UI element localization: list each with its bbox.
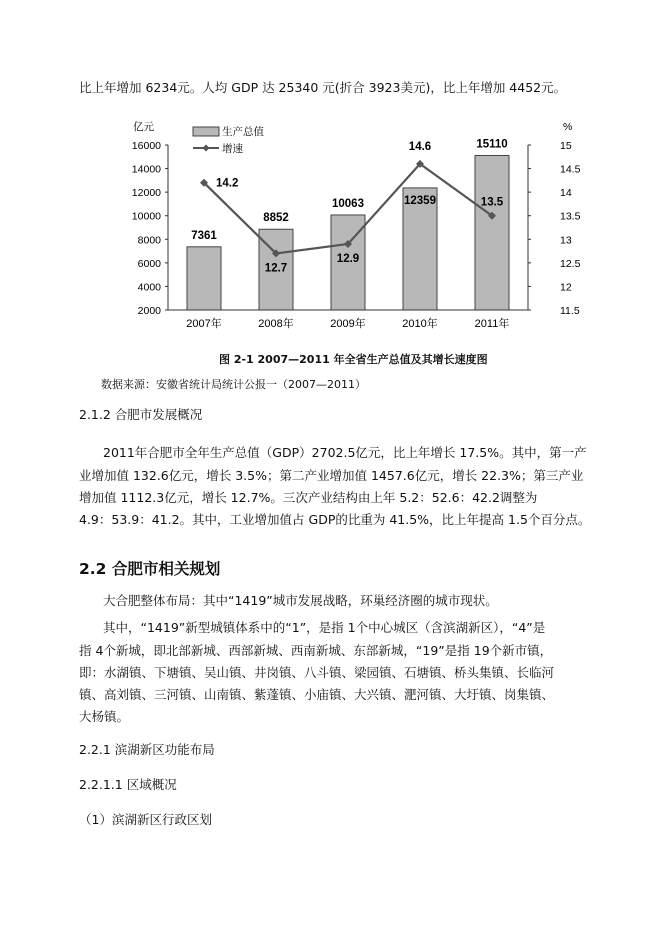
section-22-line-3: 指 4个新城，即北部新城、西部新城、西南新城、东部新城，“19”是指 19个新市镇， [79, 643, 553, 658]
section-212-line-1: 2011年合肥市全年生产总值（GDP）2702.5亿元，比上年增长 17.5%。其中，第一产 [103, 445, 587, 460]
bar-value-label: 8852 [263, 212, 289, 225]
right-unit-label: % [563, 121, 573, 133]
growth-value-label: 12.7 [264, 262, 288, 275]
bar-value-label: 7361 [191, 229, 217, 242]
left-tick-label: 2000 [137, 305, 161, 317]
bar-value-label: 12359 [404, 194, 436, 207]
x-tick-label: 2009年 [330, 318, 366, 330]
right-tick-label: 15 [560, 140, 572, 152]
section-212-heading: 2.1.2 合肥市发展概况 [79, 407, 203, 422]
left-unit-label: 亿元 [133, 121, 154, 133]
legend-bar-swatch [193, 127, 219, 136]
heading-item-1: （1）滨湖新区行政区划 [79, 812, 212, 827]
growth-value-label: 14.2 [216, 177, 239, 190]
section-212-line-4: 4.9：53.9：41.2。其中，工业增加值占 GDP的比重为 41.5%，比上年提高 1.5个百分点。 [79, 512, 591, 527]
heading-2211: 2.2.1.1 区域概况 [79, 777, 177, 792]
left-tick-label: 16000 [131, 140, 161, 152]
left-tick-label: 14000 [131, 163, 161, 176]
left-tick-label: 10000 [131, 210, 161, 223]
x-tick-label: 2011年 [474, 318, 510, 330]
bar-value-label: 15110 [476, 138, 508, 151]
growth-value-label: 12.9 [336, 253, 360, 265]
bar-gdp [475, 155, 509, 310]
heading-221: 2.2.1 滨湖新区功能布局 [79, 742, 215, 757]
bar-gdp [187, 247, 221, 310]
right-tick-label: 12.5 [560, 257, 581, 270]
right-tick-label: 11.5 [560, 305, 580, 317]
left-tick-label: 12000 [131, 187, 161, 200]
section-22-line-4: 即：水湖镇、下塘镇、吴山镇、井岗镇、八斗镇、梁园镇、石塘镇、桥头集镇、长临河 [79, 665, 555, 680]
gdp-growth-chart [0, 115, 662, 365]
intro-line: 比上年增加 6234元。人均 GDP 达 25340 元(折合 3923美元)，比上年增加 4452元。 [79, 80, 567, 95]
legend-line-label: 增速 [222, 143, 243, 155]
right-tick-label: 12 [560, 281, 572, 294]
figure-caption: 图 2-1 2007—2011 年全省生产总值及其增长速度图 [219, 353, 488, 366]
left-tick-label: 8000 [137, 234, 161, 247]
section-22-line-1: 大合肥整体布局：其中“1419”城市发展战略，环巢经济圈的城市现状。 [103, 593, 498, 608]
right-tick-label: 13 [560, 234, 572, 247]
right-tick-label: 14 [560, 187, 572, 200]
right-tick-label: 14.5 [560, 163, 581, 176]
section-22-line-6: 大杨镇。 [79, 709, 130, 724]
section-22-line-2: 其中，“1419”新型城镇体系中的“1”，是指 1个中心城区（含滨湖新区），“4”是 [103, 620, 546, 635]
growth-value-label: 13.5 [480, 196, 504, 209]
section-22-line-5: 镇、高刘镇、三河镇、山南镇、紫蓬镇、小庙镇、大兴镇、淝河镇、大圩镇、岗集镇、 [79, 687, 555, 702]
section-212-line-2: 业增加值 132.6亿元，增长 3.5%；第二产业增加值 1457.6亿元，增长 22.3%；第三产业 [79, 468, 584, 483]
data-source: 数据来源：安徽省统计局统计公报一（2007—2011） [101, 378, 366, 391]
x-tick-label: 2007年 [186, 318, 222, 330]
section-212-line-3: 增加值 1112.3亿元，增长 12.7%。三次产业结构由上年 5.2：52.6：42.2调整为 [79, 490, 538, 505]
x-tick-label: 2010年 [402, 318, 438, 330]
left-tick-label: 6000 [137, 257, 161, 270]
right-tick-label: 13.5 [560, 210, 581, 223]
left-tick-label: 4000 [137, 281, 161, 294]
x-tick-label: 2008年 [258, 318, 294, 330]
growth-value-label: 14.6 [408, 140, 432, 153]
legend-bar-label: 生产总值 [222, 126, 264, 138]
bar-value-label: 10063 [332, 197, 364, 210]
section-22-heading: 2.2 合肥市相关规划 [79, 560, 221, 578]
legend-line-marker [203, 145, 210, 152]
